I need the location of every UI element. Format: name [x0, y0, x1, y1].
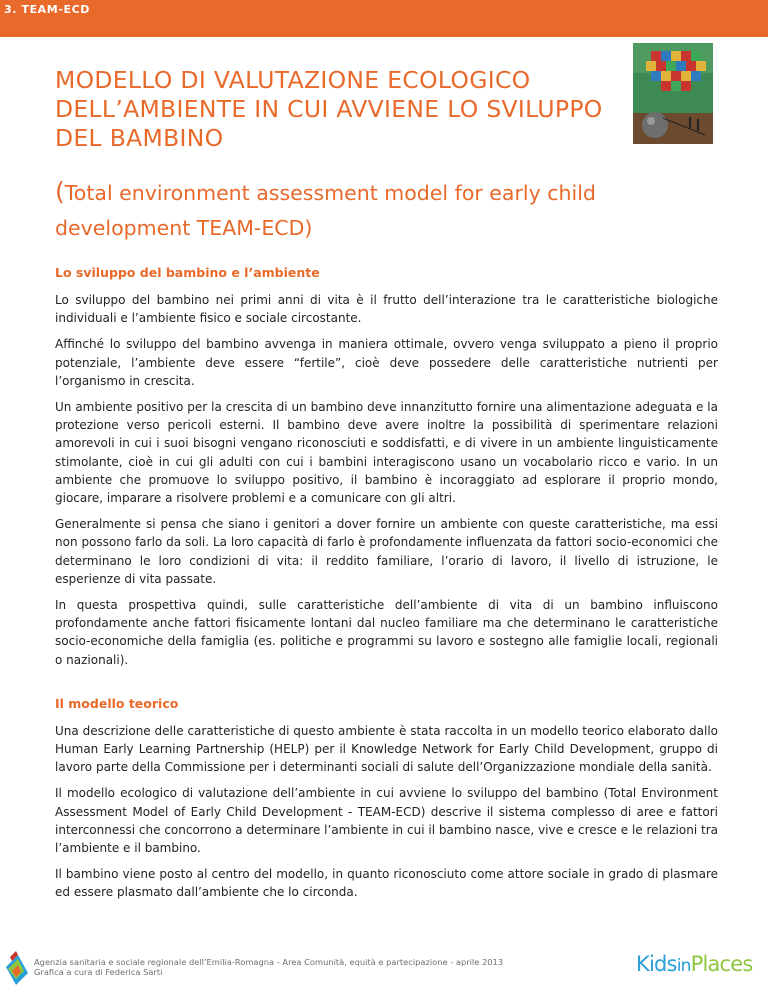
footer-line-graphics: Grafica a cura di Federica Sarti: [34, 967, 163, 977]
paragraph: Un ambiente positivo per la crescita di un bambino deve innanzitutto fornire una alimentazione adeguata e la protezione verso pericoli esterni. Il bambino deve avere inoltre la possibilità di sperimentare relazioni amorevoli in cui i suoi bisogni vengano riconosciuti e soddisfatti, e di vivere in un ambiente linguisticamente stimolante, cioè in cui gli adulti con cui i bambini interagiscono usano un vocabolario ricco e vario. In un ambiente che promuove lo sviluppo positivo, il bambino è incoraggiato ad esplorare il proprio mondo, giocare, imparare a risolvere problemi e a comunicare con gli altri.: [55, 400, 718, 506]
cover-artwork-image: [633, 43, 713, 144]
page-title: MODELLO DI VALUTAZIONE ECOLOGICO DELL’AMBIENTE IN CUI AVVIENE LO SVILUPPO DEL BAMBINO: [55, 66, 603, 152]
footer-credits: [34, 957, 503, 977]
paragraph: Generalmente si pensa che siano i genitori a dover fornire un ambiente con queste caratteristiche, ma essi non possono farlo da soli. La loro capacità di farlo è profondamente influenzata da fattori socio-economici che determinano le loro condizioni di vita: il reddito familiare, l’orario di lavoro, il livello di istruzione, le esperienze di vita passate.: [55, 517, 718, 586]
paragraph: Il bambino viene posto al centro del modello, in quanto riconosciuto come attore sociale in grado di plasmare ed essere plasmato dall’ambiente che lo circonda.: [55, 867, 718, 900]
paragraph: Una descrizione delle caratteristiche di questo ambiente è stata raccolta in un modello teorico elaborato dallo Human Early Learning Partnership (HELP) per il Knowledge Network for Early Child Development, gruppo di lavoro parte della Commissione per i determinanti sociali di salute dell’Organizzazione mondiale della sanità.: [55, 723, 718, 775]
paragraph: Il modello ecologico di valutazione dell’ambiente in cui avviene lo sviluppo del bambino (Total Environment Assessment Model of Early Child Development - TEAM-ECD) descrive il sistema complesso di aree e fattori interconnessi che concorrono a determinare l’ambiente in cui il bambino nasce, vive e cresce e le relazioni tra l’ambiente e il bambino.: [55, 786, 718, 856]
logo-part-in: in: [676, 956, 691, 976]
paragraph: Affinché lo sviluppo del bambino avvenga in maniera ottimale, ovvero venga sviluppato a pieno il proprio potenziale, l’ambiente deve essere “fertile”, cioè deve possedere delle caratteristiche nutrienti per l’organismo in crescita.: [55, 337, 718, 388]
logo-part-places: Places: [690, 952, 753, 976]
subtitle-text: Total environment assessment model for early child development TEAM-ECD): [55, 181, 596, 240]
kids-in-places-logo: [636, 952, 753, 976]
header-bar: [0, 0, 768, 37]
paragraph: Lo sviluppo del bambino nei primi anni di vita è il frutto dell’interazione tra le caratteristiche biologiche individuali e l’ambiente fisico e sociale circostante.: [55, 293, 718, 326]
main-content: [55, 264, 718, 910]
region-logo-icon: [4, 937, 30, 987]
section-label: 3. TEAM-ECD: [4, 3, 91, 16]
subtitle-open-paren: (: [55, 177, 65, 206]
section-heading-sviluppo: Lo sviluppo del bambino e l’ambiente: [55, 265, 320, 280]
section-heading-modello: Il modello teorico: [55, 695, 179, 711]
paragraph: In questa prospettiva quindi, sulle caratteristiche dell’ambiente di vita di un bambino influiscono profondamente anche fattori fisicamente lontani dal nucleo familiare ma che determinano le caratteristiche socio-economiche della famiglia (es. politiche e programmi su lavoro e sostegno alle famiglie locali, regionali o nazionali).: [55, 598, 718, 667]
footer-line-agency: Agenzia sanitaria e sociale regionale dell’Emilia-Romagna - Area Comunità, equità e partecipazione - aprile 2013: [34, 957, 504, 967]
logo-part-kids: Kids: [636, 952, 677, 976]
page-subtitle: [55, 174, 725, 246]
